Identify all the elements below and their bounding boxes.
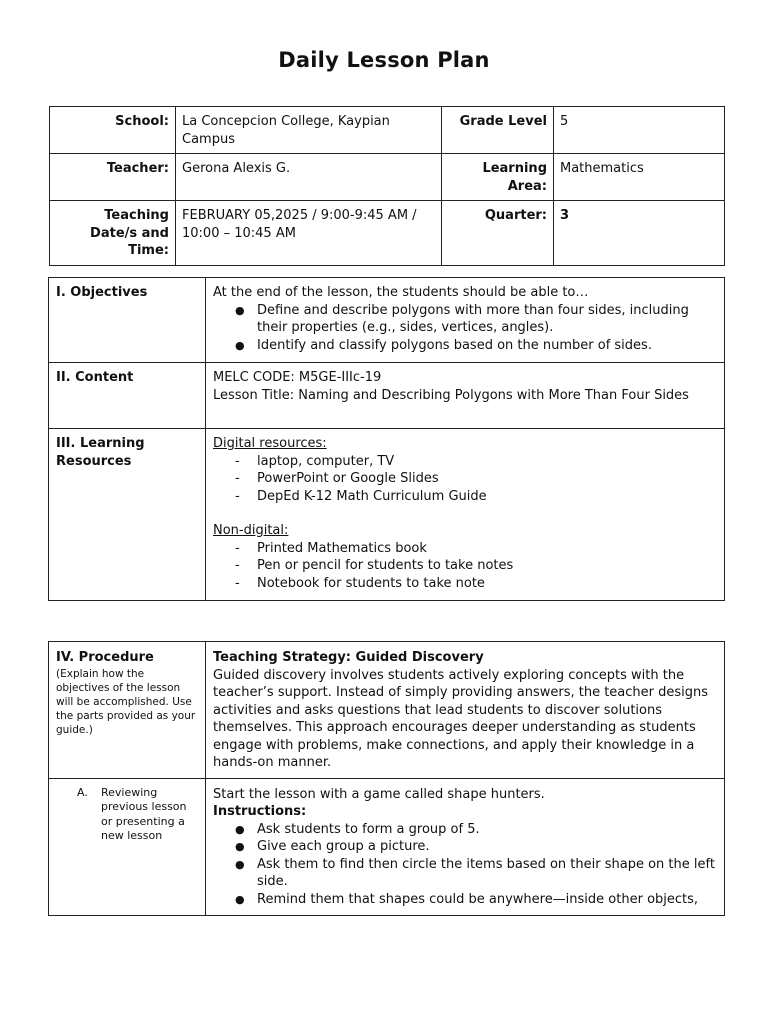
date-label: Teaching Date/s and Time: (50, 201, 176, 266)
part-a-label-cell (49, 778, 206, 915)
school-value: La Concepcion College, Kaypian Campus (176, 107, 442, 154)
objectives-cell (206, 278, 725, 363)
instructions-label: Instructions: (213, 804, 307, 819)
lesson-info-table (49, 106, 725, 266)
procedure-row (49, 642, 725, 779)
procedure-label: IV. Procedure (56, 650, 154, 665)
teacher-label: Teacher: (50, 154, 176, 201)
date-value: FEBRUARY 05,2025 / 9:00-9:45 AM / 10:00 – 10:45 AM (176, 201, 442, 266)
grade-label: Grade Level (442, 107, 554, 154)
procedure-table (48, 641, 725, 916)
instruction-item: ● Give each group a picture. (257, 838, 717, 856)
objectives-label: I. Objectives (49, 278, 206, 363)
procedure-strategy-cell (206, 642, 725, 779)
resources-row (49, 429, 725, 601)
objective-item: ● Identify and classify polygons based on the number of sides. (257, 337, 717, 355)
part-a-label: Reviewing previous lesson or presenting a new lesson (101, 785, 187, 842)
part-a-intro: Start the lesson with a game called shape hunters. (213, 786, 545, 802)
content-label: II. Content (49, 363, 206, 429)
part-a-letter: A. (77, 785, 88, 799)
teacher-value: Gerona Alexis G. (176, 154, 442, 201)
nondigital-item: - Notebook for students to take note (257, 575, 717, 593)
info-row-school (50, 107, 725, 154)
school-label: School: (50, 107, 176, 154)
nondigital-list (213, 540, 717, 593)
part-a-cell (206, 778, 725, 915)
objectives-intro: At the end of the lesson, the students should be able to… (213, 285, 589, 300)
part-a-row (49, 778, 725, 915)
digital-item: - PowerPoint or Google Slides (257, 470, 717, 488)
objectives-list (213, 302, 717, 355)
area-value: Mathematics (554, 154, 725, 201)
info-row-date (50, 201, 725, 266)
nondigital-item: - Printed Mathematics book (257, 540, 717, 558)
area-label: Learning Area: (442, 154, 554, 201)
digital-heading: Digital resources: (213, 436, 327, 451)
content-row (49, 363, 725, 429)
resources-cell (206, 429, 725, 601)
procedure-note: (Explain how the objectives of the lesson will be accomplished. Use the parts provided as your guide.) (56, 667, 196, 736)
content-cell (206, 363, 725, 429)
objectives-content-table (48, 277, 725, 601)
quarter-value: 3 (554, 201, 725, 266)
procedure-label-cell (49, 642, 206, 779)
digital-item: - laptop, computer, TV (257, 453, 717, 471)
instruction-item: ● Ask students to form a group of 5. (257, 821, 717, 839)
nondigital-item: - Pen or pencil for students to take notes (257, 557, 717, 575)
part-a-heading (56, 786, 198, 844)
objective-item: ● Define and describe polygons with more than four sides, including their properties (e.g., sides, vertices, angles). (257, 302, 717, 337)
instructions-list (213, 821, 717, 909)
info-row-teacher (50, 154, 725, 201)
grade-value: 5 (554, 107, 725, 154)
objectives-row (49, 278, 725, 363)
digital-list (213, 453, 717, 506)
resources-label: III. Learning Resources (49, 429, 206, 601)
digital-item: - DepEd K-12 Math Curriculum Guide (257, 488, 717, 506)
instruction-item: ● Remind them that shapes could be anywhere—inside other objects, (257, 891, 717, 909)
strategy-title: Teaching Strategy: Guided Discovery (213, 650, 484, 665)
lesson-title: Lesson Title: Naming and Describing Polygons with More Than Four Sides (213, 387, 689, 403)
quarter-label: Quarter: (442, 201, 554, 266)
instruction-item: ● Ask them to find then circle the items based on their shape on the left side. (257, 856, 717, 891)
melc-code: MELC CODE: M5GE-IIIc-19 (213, 370, 382, 385)
nondigital-heading: Non-digital: (213, 523, 289, 538)
strategy-description: Guided discovery involves students actively exploring concepts with the teacher’s support. Instead of simply providing answers, the teacher designs activities and asks questions that lead students to discover solutions themselves. This approach encourages deeper understanding as students engage with problems, make connections, and apply their knowledge in a hands-on manner. (213, 667, 709, 770)
page-title: Daily Lesson Plan (278, 48, 490, 72)
